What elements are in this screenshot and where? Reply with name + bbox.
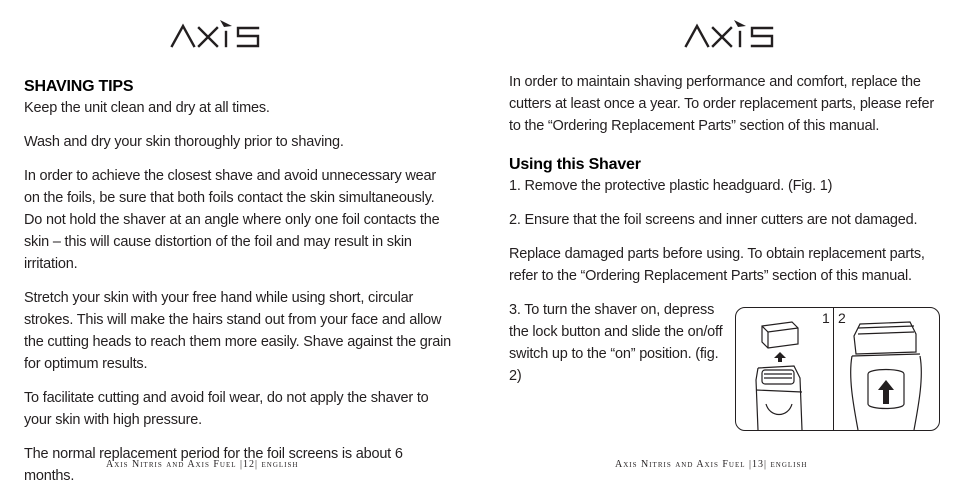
tip-paragraph: Keep the unit clean and dry at all times.: [24, 100, 270, 116]
tip-paragraph: Stretch your skin with your free hand while using short, circular strokes. This will make the hairs stand out from your face and allow the cutting heads to reach them more easily. Shave against the grain for optimum results.: [24, 290, 452, 372]
page-footer-right: Axis Nitris and Axis Fuel |13| english: [615, 459, 808, 470]
axis-logo: [680, 18, 790, 52]
tip-paragraph: The normal replacement period for the foil screens is about 6 months.: [24, 446, 403, 484]
tip-paragraph: Wash and dry your skin thoroughly prior to shaving.: [24, 134, 344, 150]
step-paragraph: Replace damaged parts before using. To obtain replacement parts, refer to the “Ordering Replacement Parts” section of this manual.: [509, 246, 925, 284]
shaving-tips-section: [24, 77, 452, 499]
fig2-switch-drawing: [834, 308, 939, 430]
left-page: [0, 0, 477, 484]
page-footer-left: Axis Nitris and Axis Fuel |12| english: [106, 459, 299, 470]
shaver-illustration: [735, 307, 940, 431]
step-paragraph: 3. To turn the shaver on, depress the lock button and slide the on/off switch up to the “on” position. (fig. 2): [509, 302, 723, 384]
fig1-headguard-drawing: [736, 308, 833, 430]
figure-label-1: 1: [822, 310, 830, 326]
shaving-tips-heading: SHAVING TIPS: [24, 78, 134, 95]
right-page: [477, 0, 954, 477]
axis-logo: [166, 18, 276, 52]
tip-paragraph: In order to achieve the closest shave and avoid unnecessary wear on the foils, be sure that both foils contact the skin simultaneously. Do not hold the shaver at an angle where only one foil contacts the skin – this will cause distortion of the foil and may result in skin irritation.: [24, 168, 440, 272]
intro-paragraph: In order to maintain shaving performance and comfort, replace the cutters at least once a year. To order replacement parts, please refer to the “Ordering Replacement Parts” section of this manual.: [509, 74, 934, 134]
tip-paragraph: To facilitate cutting and avoid foil wear, do not apply the shaver to your skin with high pressure.: [24, 390, 429, 428]
step-paragraph: 2. Ensure that the foil screens and inner cutters are not damaged.: [509, 212, 918, 228]
figure-label-2: 2: [838, 310, 846, 326]
using-shaver-heading: Using this Shaver: [509, 156, 641, 173]
step-paragraph: 1. Remove the protective plastic headguard. (Fig. 1): [509, 178, 833, 194]
